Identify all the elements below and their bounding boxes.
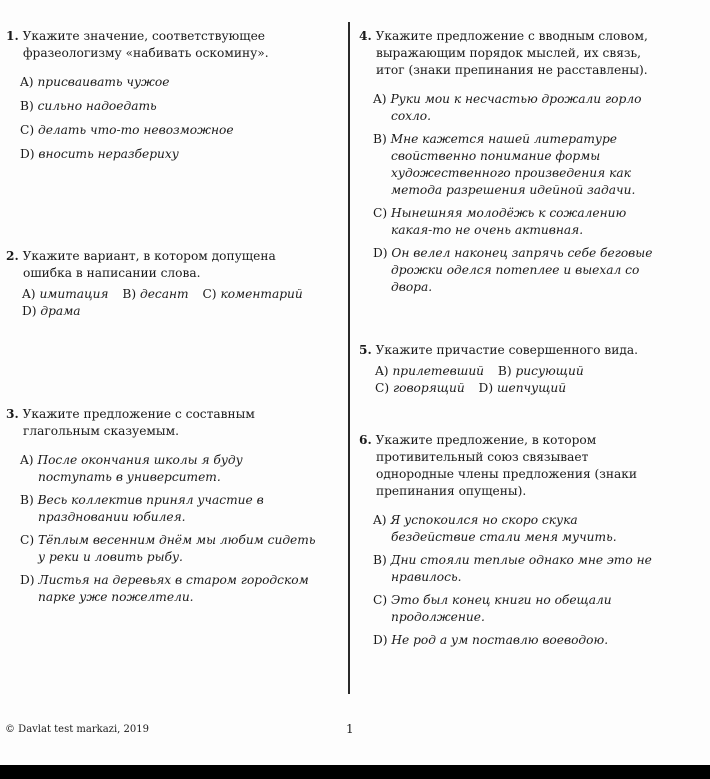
question-3-option-b[interactable]: B) Весь коллектив принял участие в праздновании юбилея.	[20, 493, 264, 524]
question-3-option-a[interactable]: A) После окончания школы я буду поступать в университет.	[20, 453, 243, 484]
question-1-prompt: Укажите значение, соответствующее фразеологизму «набивать оскомину».	[22, 29, 269, 60]
question-5-text	[359, 342, 679, 359]
question-4-option-c[interactable]: C) Нынешняя молодёжь к сожалению какая-то не очень активная.	[373, 206, 627, 237]
question-3-text	[6, 406, 326, 440]
question-6	[359, 432, 659, 649]
question-2-prompt: Укажите вариант, в котором допущена ошибка в написании слова.	[22, 249, 276, 280]
question-1	[6, 28, 326, 163]
question-6-option-a[interactable]: A) Я успокоился но скоро скука бездействие стали меня мучить.	[373, 513, 617, 544]
question-2-option-b[interactable]: B) десант	[122, 287, 189, 301]
question-5-number: 5.	[359, 343, 372, 357]
question-5-option-a[interactable]: A) прилетевший	[375, 364, 485, 378]
question-4-option-b[interactable]: B) Мне кажется нашей литературе свойственно понимание формы художественного произведения как метода разрешения идейной задачи.	[373, 132, 636, 197]
question-6-option-b[interactable]: B) Дни стояли теплые однако мне это не нравилось.	[373, 553, 652, 584]
question-6-prompt: Укажите предложение, в котором противительный союз связывает однородные члены предложения (знаки препинания опущены).	[375, 433, 638, 498]
footer-copyright: © Davlat test markazi, 2019	[5, 724, 149, 735]
bottom-black-bar	[0, 765, 710, 779]
question-2	[6, 248, 326, 320]
question-1-number: 1.	[6, 29, 19, 43]
question-1-option-d[interactable]: D) вносить неразбериху	[20, 147, 179, 161]
question-2-option-a[interactable]: A) имитация	[22, 287, 109, 301]
question-5	[359, 342, 679, 397]
question-5-option-d[interactable]: D) шепчущий	[478, 381, 567, 395]
question-3-option-d[interactable]: D) Листья на деревьях в старом городском парке уже пожелтели.	[20, 573, 309, 604]
question-2-text	[6, 248, 326, 282]
question-1-option-b[interactable]: B) сильно надоедать	[20, 99, 157, 113]
question-3-number: 3.	[6, 407, 19, 421]
question-1-option-c[interactable]: C) делать что-то невозможное	[20, 123, 234, 137]
question-4-option-d[interactable]: D) Он велел наконец запрячь себе беговые дрожки оделся потеплее и выехал со двора.	[373, 246, 653, 294]
question-2-option-c[interactable]: C) коментарий	[202, 287, 303, 301]
column-divider	[348, 22, 350, 694]
question-5-option-c[interactable]: C) говорящий	[375, 381, 465, 395]
question-5-prompt: Укажите причастие совершенного вида.	[375, 343, 639, 357]
page-number: 1	[346, 722, 354, 736]
question-1-text	[6, 28, 326, 62]
question-6-number: 6.	[359, 433, 372, 447]
question-4-option-a[interactable]: A) Руки мои к несчастью дрожали горло сохло.	[373, 92, 642, 123]
question-4	[359, 28, 659, 296]
question-2-number: 2.	[6, 249, 19, 263]
question-3-option-c[interactable]: C) Тёплым весенним днём мы любим сидеть у реки и ловить рыбу.	[20, 533, 316, 564]
question-4-text	[359, 28, 659, 79]
question-2-option-d[interactable]: D) драма	[22, 304, 81, 318]
question-6-option-d[interactable]: D) Не род а ум поставлю воеводою.	[373, 633, 609, 647]
question-5-option-b[interactable]: B) рисующий	[497, 364, 584, 378]
question-4-number: 4.	[359, 29, 372, 43]
question-6-option-c[interactable]: C) Это был конец книги но обещали продолжение.	[373, 593, 612, 624]
question-3	[6, 406, 326, 606]
question-4-prompt: Укажите предложение с вводным словом, выражающим порядок мыслей, их связь, итог (знаки препинания не расставлены).	[375, 29, 648, 77]
question-3-prompt: Укажите предложение с составным глагольным сказуемым.	[22, 407, 255, 438]
question-1-option-a[interactable]: A) присваивать чужое	[20, 75, 170, 89]
question-6-text	[359, 432, 659, 500]
